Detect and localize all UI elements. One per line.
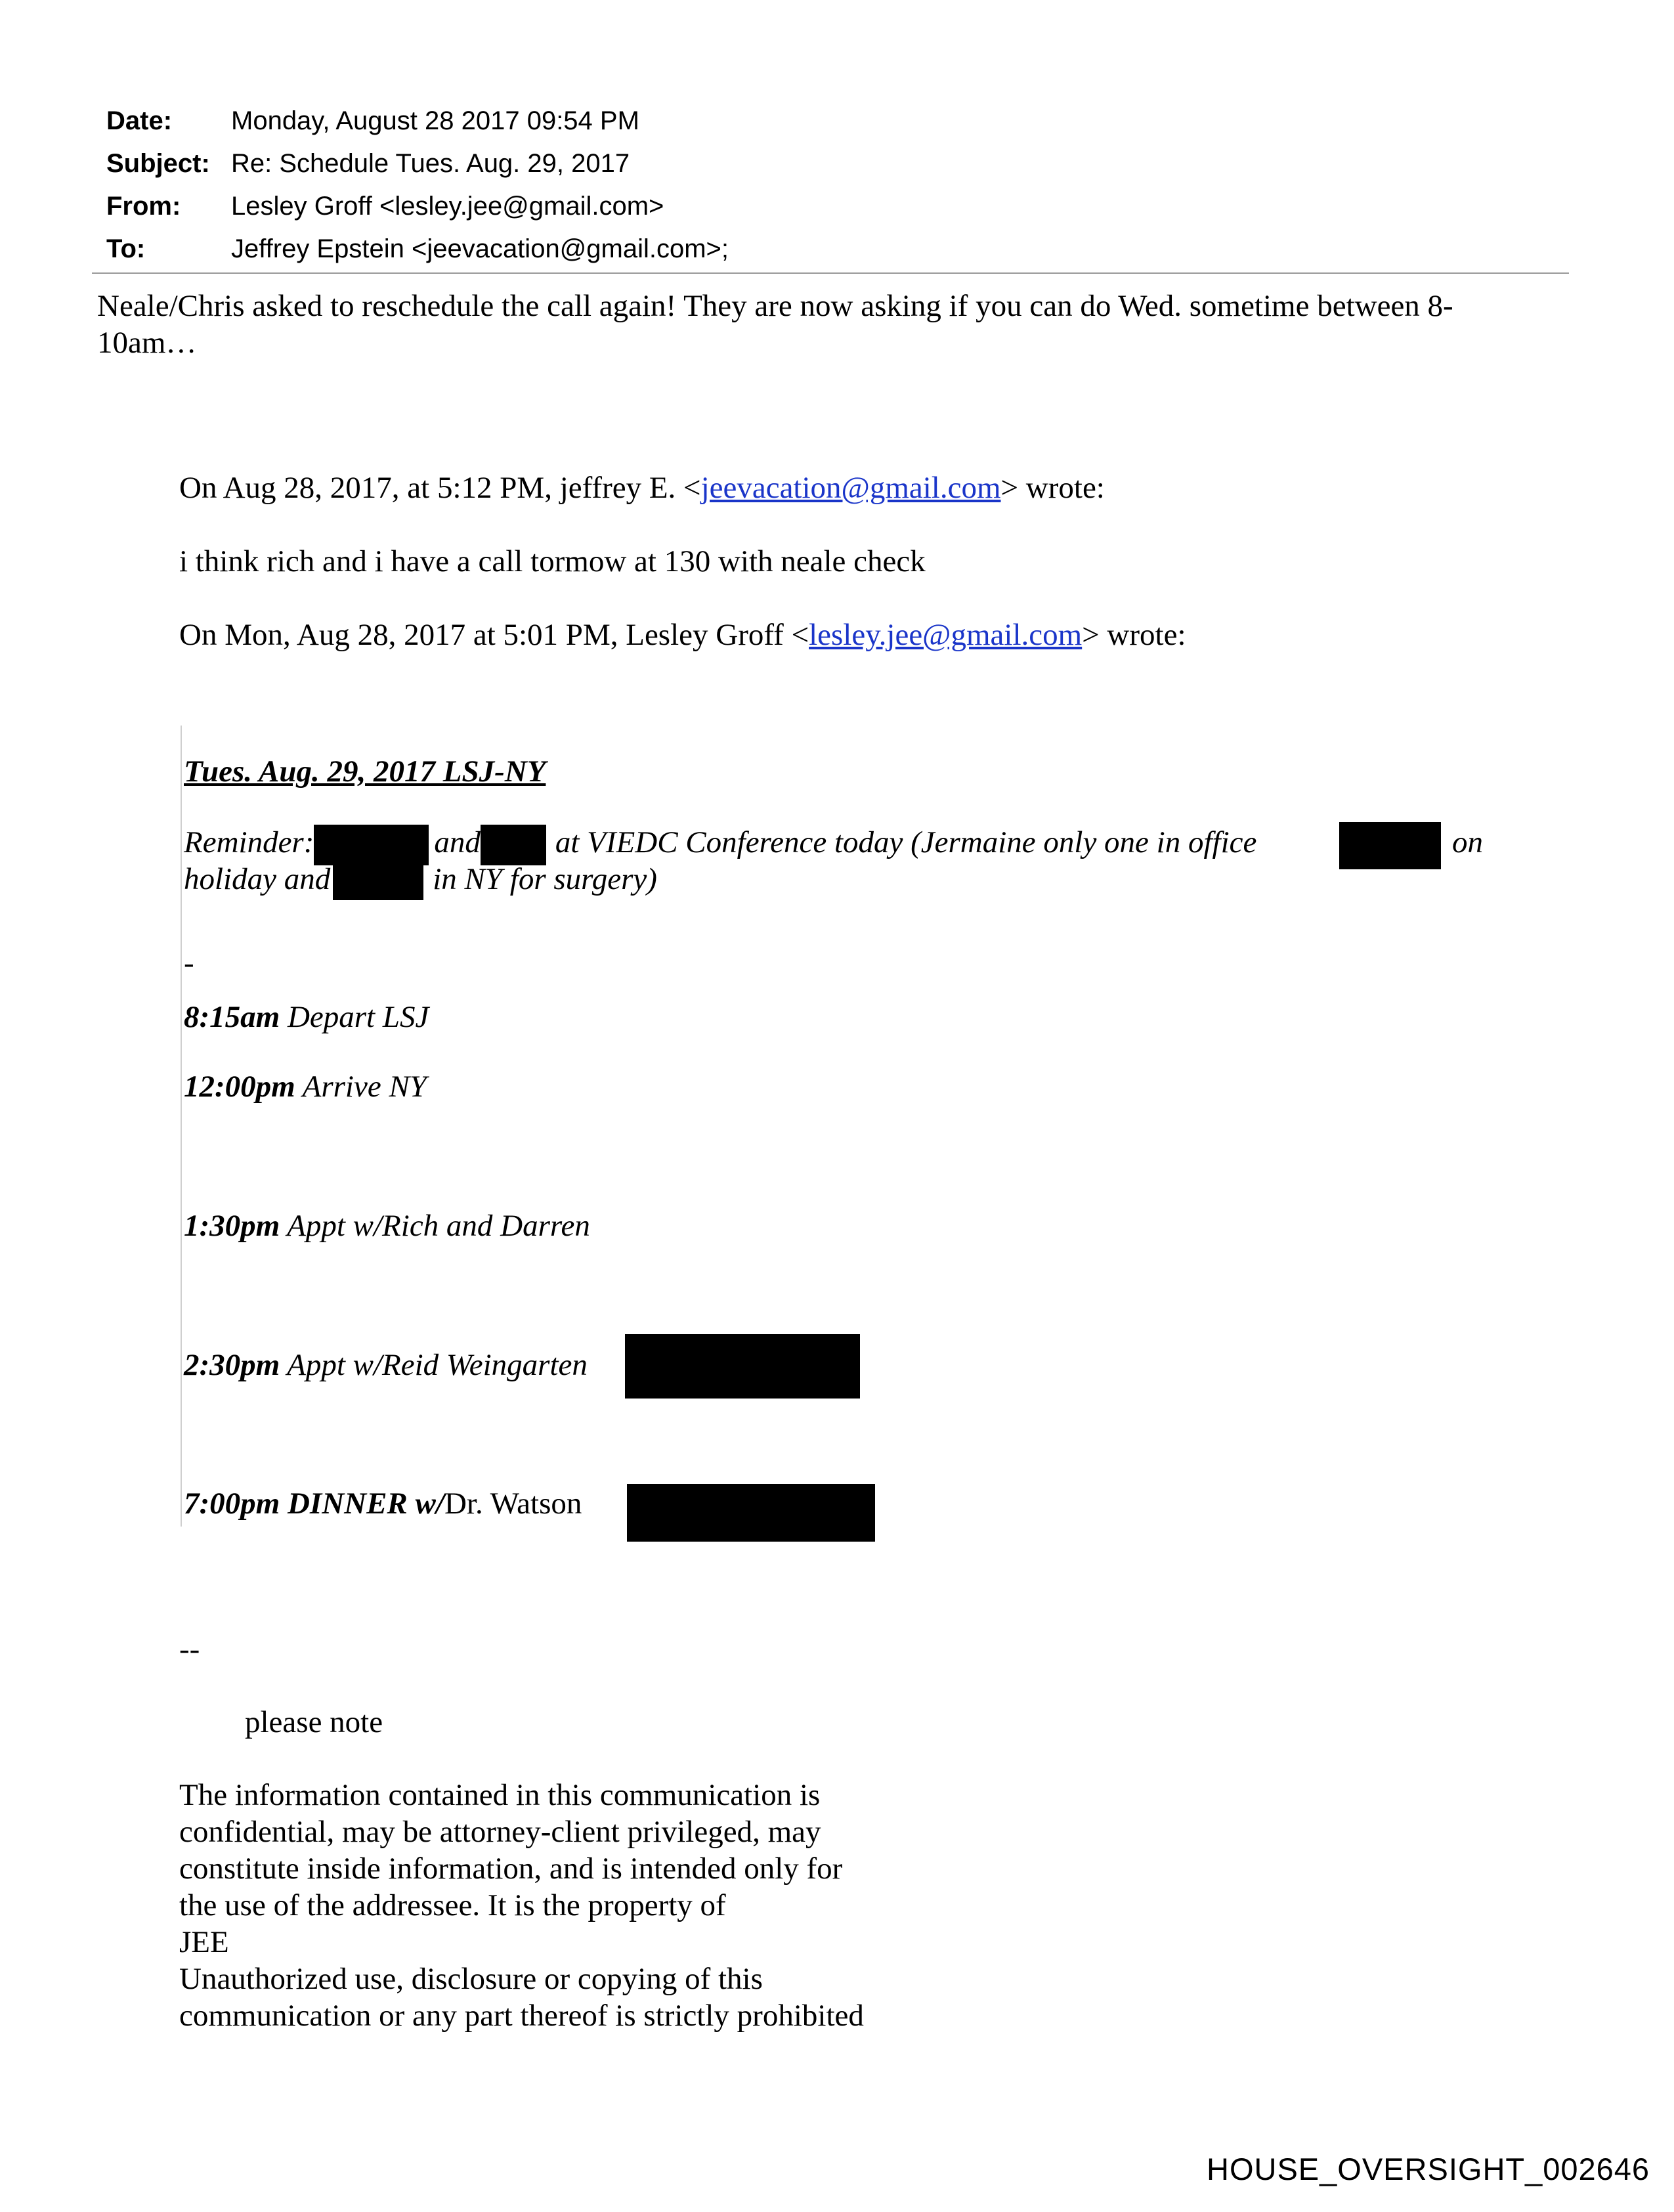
reminder-line-2 [184, 861, 657, 900]
to-label: To: [106, 234, 146, 263]
header-divider [92, 272, 1569, 274]
message-body [97, 288, 1568, 361]
quote2-attribution [179, 617, 1186, 653]
quote2-email-link[interactable]: lesley.jee@gmail.com [809, 618, 1083, 652]
schedule-desc: Arrive NY [302, 1070, 427, 1104]
bates-number: HOUSE_OVERSIGHT_002646 [1207, 2152, 1650, 2186]
disclaimer-line: confidential, may be attorney-client privileged, may [179, 1815, 821, 1849]
schedule-item [184, 1208, 590, 1244]
schedule-desc: Appt w/Reid Weingarten [287, 1348, 588, 1382]
redaction-box [625, 1334, 860, 1399]
quote2-prefix: On Mon, Aug 28, 2017 at 5:01 PM, Lesley Groff < [179, 618, 809, 652]
schedule-time: 2:30pm [184, 1348, 280, 1382]
disclaimer-line: The information contained in this communication is [179, 1778, 821, 1812]
schedule-time: 1:30pm [184, 1209, 280, 1243]
quote1-text: i think rich and i have a call tormow at 130 with neale check [179, 544, 926, 578]
subject-label: Subject: [106, 149, 210, 178]
reminder-line-1 [184, 825, 1256, 865]
disclaimer-line: JEE [179, 1925, 229, 1959]
disclaimer-line: constitute inside information, and is intended only for [179, 1852, 843, 1886]
schedule-desc: Depart LSJ [287, 1000, 429, 1034]
subject-value: Re: Schedule Tues. Aug. 29, 2017 [231, 149, 630, 178]
schedule-desc: Dr. Watson [444, 1486, 582, 1521]
schedule-item [184, 1486, 582, 1521]
schedule-item [184, 1069, 427, 1104]
quote-bar [181, 726, 182, 1527]
schedule-desc: Appt w/Rich and Darren [287, 1209, 590, 1243]
date-row [106, 100, 729, 142]
reminder-part5: holiday and [184, 862, 331, 896]
signature-separator: -- [179, 1632, 200, 1666]
date-label: Date: [106, 106, 173, 135]
disclaimer-line: the use of the addressee. It is the property of [179, 1888, 726, 1922]
to-row [106, 228, 729, 271]
redaction-box [314, 825, 429, 865]
redaction-box [481, 825, 546, 865]
reminder-part2: and [434, 825, 481, 859]
quote1-attribution [179, 470, 1105, 506]
quote1-prefix: On Aug 28, 2017, at 5:12 PM, jeffrey E. < [179, 471, 701, 505]
email-header [106, 100, 729, 271]
disclaimer-block [179, 1777, 864, 2034]
date-value: Monday, August 28 2017 09:54 PM [231, 106, 639, 135]
quote1-suffix: > wrote: [1000, 471, 1105, 505]
message-line-2: 10am… [97, 326, 197, 360]
to-value: Jeffrey Epstein <jeevacation@gmail.com>; [231, 234, 729, 263]
reminder-part6: in NY for surgery) [433, 862, 657, 896]
from-label: From: [106, 192, 181, 221]
from-row [106, 185, 729, 228]
schedule-time: 8:15am [184, 1000, 280, 1034]
schedule-time: 12:00pm [184, 1070, 295, 1104]
disclaimer-line: communication or any part thereof is strictly prohibited [179, 1999, 864, 2033]
subject-row [106, 142, 729, 185]
redaction-box [627, 1484, 875, 1542]
message-line-1: Neale/Chris asked to reschedule the call again! They are now asking if you can do Wed. sometime between 8- [97, 289, 1453, 323]
reminder-part1: Reminder: [184, 825, 314, 859]
from-value: Lesley Groff <lesley.jee@gmail.com> [231, 192, 664, 221]
schedule-item [184, 1347, 588, 1383]
schedule-time: 7:00pm DINNER w/ [184, 1486, 444, 1521]
disclaimer-line: Unauthorized use, disclosure or copying of this [179, 1962, 763, 1996]
reminder-part3: at VIEDC Conference today (Jermaine only one in office [555, 825, 1257, 859]
redaction-box [333, 863, 423, 900]
schedule-item [184, 999, 429, 1035]
schedule-dash: - [184, 946, 194, 980]
quote1-email-link[interactable]: jeevacation@gmail.com [700, 471, 1001, 505]
reminder-part4: on [1452, 825, 1483, 859]
schedule-title: Tues. Aug. 29, 2017 LSJ-NY [184, 754, 546, 789]
redaction-box [1339, 822, 1441, 869]
please-note: please note [245, 1705, 383, 1739]
quote2-suffix: > wrote: [1082, 618, 1186, 652]
